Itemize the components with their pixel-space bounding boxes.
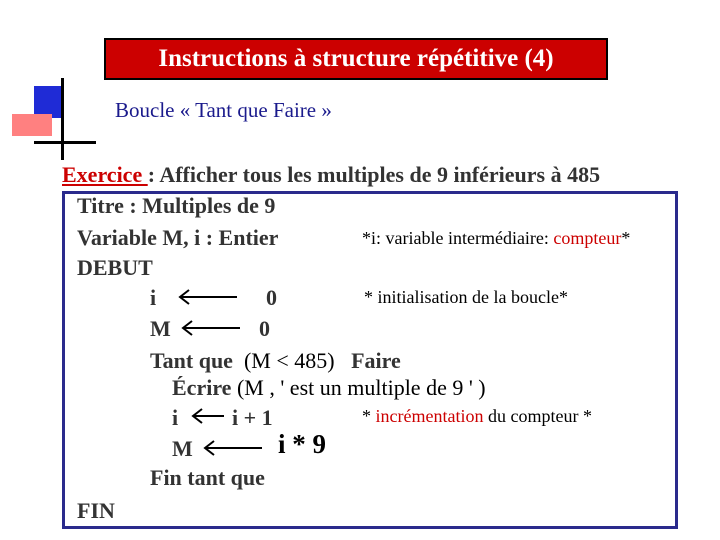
ecrire-keyword: Écrire	[172, 375, 232, 400]
incr-note	[362, 406, 592, 427]
decorative-bullet	[0, 0, 110, 160]
init-i-note: * initialisation de la boucle*	[364, 287, 568, 307]
incr-note-prefix: *	[362, 406, 376, 426]
variable-note-suffix: *	[621, 228, 631, 248]
algo-debut: DEBUT	[77, 255, 153, 280]
assignment-arrow-icon	[180, 320, 242, 336]
pink-square-decoration	[12, 114, 52, 136]
ecrire-args: (M , ' est un multiple de 9 ' )	[236, 375, 486, 400]
exercise-statement	[62, 162, 600, 188]
init-i-lhs: i	[150, 285, 157, 310]
init-m-lhs: M	[150, 316, 171, 341]
algo-fin: FIN	[77, 498, 115, 523]
incr-lhs: i	[172, 405, 179, 430]
slide-title-banner	[104, 38, 608, 80]
vertical-line-decoration	[61, 78, 64, 160]
init-m-rhs: 0	[259, 316, 270, 341]
ecrire-line	[172, 375, 486, 401]
variable-note	[362, 228, 630, 249]
variable-note-highlight: compteur	[553, 228, 622, 248]
exercise-label: Exercice	[62, 162, 148, 187]
assignment-arrow-icon	[190, 408, 226, 424]
algo-variable: Variable M, i : Entier	[77, 225, 279, 250]
incr-note-suffix: du compteur *	[483, 406, 592, 426]
while-condition: (M < 485)	[243, 348, 335, 373]
while-line	[150, 348, 401, 374]
variable-note-prefix: *i: variable intermédiaire:	[362, 228, 554, 248]
while-faire: Faire	[351, 348, 401, 373]
slide-subtitle: Boucle « Tant que Faire »	[115, 98, 332, 122]
incr-rhs: i + 1	[232, 405, 273, 430]
horizontal-line-decoration	[34, 141, 96, 144]
while-keyword: Tant que	[150, 348, 233, 373]
assignment-arrow-icon	[202, 440, 264, 456]
init-i-rhs: 0	[266, 285, 277, 310]
exercise-text: : Afficher tous les multiples de 9 inférieurs à 485	[147, 162, 601, 187]
fin-tant-que: Fin tant que	[150, 465, 265, 490]
assign-m-rhs: i * 9	[278, 429, 327, 459]
assign-m-lhs: M	[172, 436, 193, 461]
slide-title: Instructions à structure répétitive (4)	[158, 45, 554, 72]
assignment-arrow-icon	[177, 289, 239, 305]
incr-note-highlight: incrémentation	[375, 406, 484, 426]
algo-titre: Titre : Multiples de 9	[77, 193, 276, 218]
